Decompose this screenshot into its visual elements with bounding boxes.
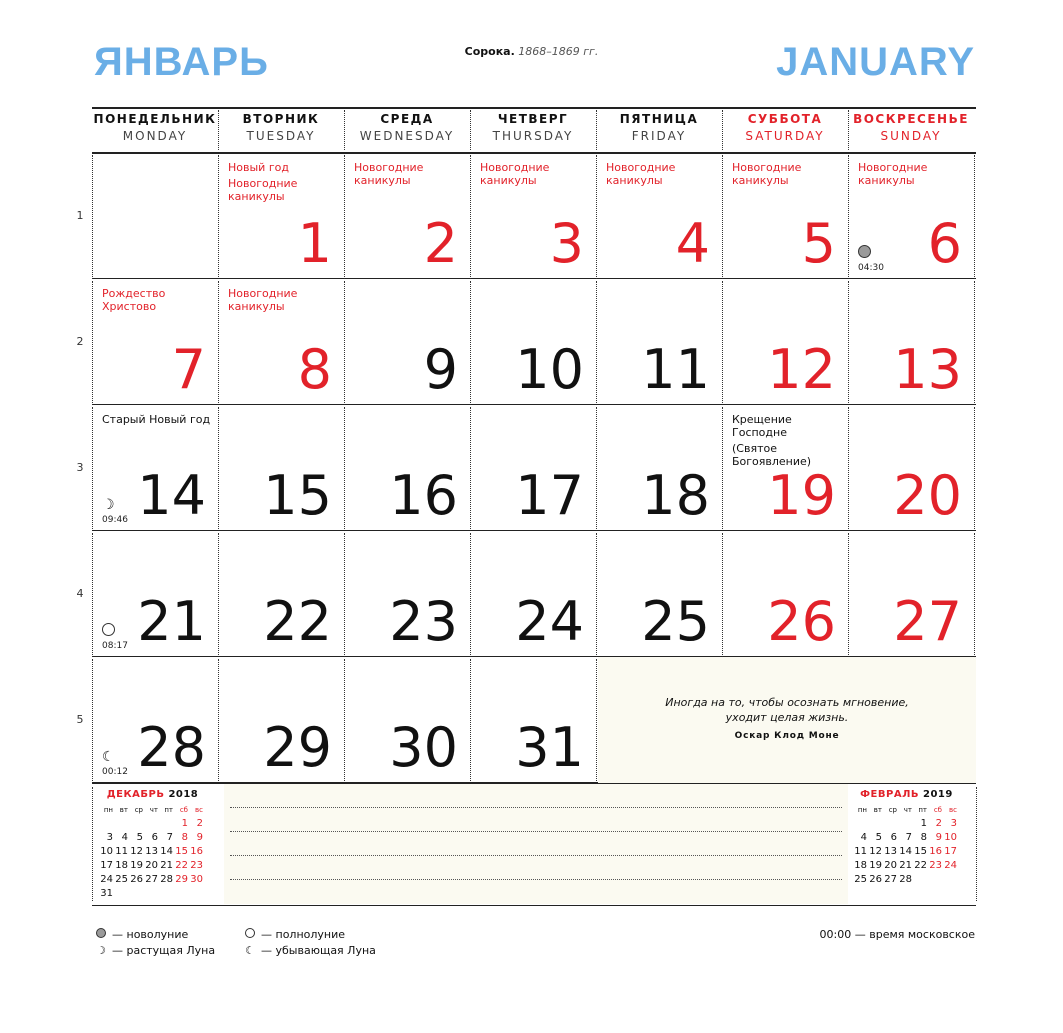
mini-day bbox=[145, 886, 160, 900]
mini-day bbox=[190, 886, 205, 900]
mini-weekday: пн bbox=[857, 806, 867, 814]
day-number: 27 bbox=[893, 590, 962, 653]
mini-weekday: вт bbox=[873, 806, 882, 814]
mini-day bbox=[854, 816, 869, 830]
day-note-line: Новогодние каникулы bbox=[228, 287, 298, 313]
mini-day: 22 bbox=[914, 859, 927, 871]
day-note bbox=[858, 161, 968, 190]
grid-line bbox=[92, 905, 976, 906]
weekday-en: TUESDAY bbox=[246, 129, 316, 143]
mini-day: 21 bbox=[899, 859, 912, 871]
mini-weekday: сб bbox=[179, 806, 188, 814]
mini-day: 31 bbox=[100, 887, 113, 899]
mini-week-row bbox=[100, 886, 205, 900]
day-cell[interactable] bbox=[470, 405, 596, 531]
mini-day: 10 bbox=[944, 831, 957, 843]
day-note bbox=[228, 287, 338, 316]
mini-day: 23 bbox=[929, 859, 942, 871]
mini-day: 4 bbox=[860, 831, 867, 843]
full-moon-icon bbox=[243, 928, 257, 941]
mini-prev-table bbox=[100, 804, 205, 900]
day-number: 10 bbox=[515, 338, 584, 401]
new-moon-icon bbox=[858, 245, 871, 261]
mini-day: 3 bbox=[950, 817, 957, 829]
mini-day: 23 bbox=[190, 859, 203, 871]
mini-day bbox=[929, 872, 944, 886]
day-cell[interactable] bbox=[218, 657, 344, 783]
day-note-line: Новый год bbox=[228, 161, 289, 174]
day-number: 4 bbox=[675, 212, 710, 275]
day-cell[interactable] bbox=[344, 279, 470, 405]
day-number: 21 bbox=[137, 590, 206, 653]
mini-day: 8 bbox=[920, 831, 927, 843]
day-note bbox=[102, 287, 212, 316]
mini-day: 18 bbox=[854, 859, 867, 871]
mini-day: 19 bbox=[130, 859, 143, 871]
mini-day: 14 bbox=[160, 845, 173, 857]
day-cell[interactable] bbox=[344, 153, 470, 279]
mini-week-row bbox=[854, 872, 959, 886]
weekday-header bbox=[596, 112, 722, 143]
weekday-ru: ПЯТНИЦА bbox=[619, 112, 699, 126]
day-number: 12 bbox=[767, 338, 836, 401]
weekday-ru: ПОНЕДЕЛЬНИК bbox=[93, 112, 217, 126]
legend-mid bbox=[243, 926, 376, 958]
mini-day: 20 bbox=[884, 859, 897, 871]
weekday-en: THURSDAY bbox=[492, 129, 574, 143]
mini-day: 15 bbox=[914, 845, 927, 857]
notes-line bbox=[230, 807, 842, 808]
week-number: 3 bbox=[76, 461, 84, 474]
day-cell[interactable] bbox=[470, 531, 596, 657]
mini-day: 6 bbox=[890, 831, 897, 843]
day-note-line: Новогодние каникулы bbox=[354, 161, 424, 187]
mini-weekday: ср bbox=[888, 806, 897, 814]
mini-calendar-next bbox=[854, 789, 959, 886]
day-number: 30 bbox=[389, 716, 458, 779]
weekday-ru: ВТОРНИК bbox=[242, 112, 320, 126]
mini-week-row bbox=[100, 830, 205, 844]
mini-day: 17 bbox=[100, 859, 113, 871]
day-number: 2 bbox=[423, 212, 458, 275]
mini-day: 16 bbox=[190, 845, 203, 857]
day-cell[interactable] bbox=[218, 279, 344, 405]
full-moon-icon bbox=[102, 623, 115, 639]
day-cell[interactable] bbox=[218, 405, 344, 531]
day-note-line: Старый Новый год bbox=[102, 413, 211, 426]
day-cell[interactable] bbox=[848, 153, 974, 279]
day-number: 13 bbox=[893, 338, 962, 401]
day-cell[interactable] bbox=[92, 531, 218, 657]
mini-day: 19 bbox=[869, 859, 882, 871]
weekday-en: WEDNESDAY bbox=[359, 129, 455, 143]
day-cell[interactable] bbox=[344, 405, 470, 531]
day-number: 28 bbox=[137, 716, 206, 779]
waning-moon-icon: ☾ bbox=[245, 943, 255, 957]
mini-day bbox=[944, 872, 959, 886]
cell-divider bbox=[974, 281, 975, 403]
weekday-ru: СУББОТА bbox=[747, 112, 823, 126]
day-note bbox=[732, 413, 842, 471]
legend-right bbox=[820, 926, 975, 942]
mini-day: 27 bbox=[884, 873, 897, 885]
mini-week-row bbox=[100, 816, 205, 830]
day-number: 16 bbox=[389, 464, 458, 527]
quote-box bbox=[598, 657, 976, 783]
day-cell[interactable] bbox=[596, 531, 722, 657]
mini-week-row bbox=[854, 830, 959, 844]
mini-week-row bbox=[100, 844, 205, 858]
mini-day: 30 bbox=[190, 873, 203, 885]
mini-weekday: вс bbox=[195, 806, 203, 814]
mini-day: 7 bbox=[905, 831, 912, 843]
mini-day: 1 bbox=[920, 817, 927, 829]
weekday-header bbox=[92, 112, 218, 143]
legend-waxing-label: — растущая Луна bbox=[112, 943, 216, 957]
day-number: 14 bbox=[137, 464, 206, 527]
cell-divider bbox=[974, 533, 975, 655]
mini-day bbox=[130, 886, 145, 900]
moon-time: 08:17 bbox=[102, 641, 128, 651]
day-note bbox=[354, 161, 464, 190]
mini-weekday: пт bbox=[164, 806, 173, 814]
mini-next-month: ФЕВРАЛЬ bbox=[860, 789, 920, 800]
day-note bbox=[480, 161, 590, 190]
mini-next-table bbox=[854, 804, 959, 886]
mini-weekday: чт bbox=[903, 806, 912, 814]
mini-day: 13 bbox=[884, 845, 897, 857]
legend-waning-label: — убывающая Луна bbox=[261, 943, 376, 957]
mini-day: 2 bbox=[935, 817, 942, 829]
mini-day: 9 bbox=[935, 831, 942, 843]
day-cell[interactable] bbox=[470, 657, 596, 783]
legend-waning bbox=[243, 942, 376, 958]
mini-day: 11 bbox=[115, 845, 128, 857]
mini-day: 25 bbox=[115, 873, 128, 885]
day-number: 8 bbox=[297, 338, 332, 401]
mini-weekday: сб bbox=[933, 806, 942, 814]
day-number: 22 bbox=[263, 590, 332, 653]
week-number: 2 bbox=[76, 335, 84, 348]
day-cell[interactable] bbox=[722, 405, 848, 531]
mini-day bbox=[100, 816, 115, 830]
mini-week-row bbox=[854, 858, 959, 872]
day-cell[interactable] bbox=[722, 279, 848, 405]
weekday-header bbox=[470, 112, 596, 143]
mini-day: 21 bbox=[160, 859, 173, 871]
mini-weekday: пт bbox=[918, 806, 927, 814]
day-number: 5 bbox=[801, 212, 836, 275]
quote-line-2: уходит целая жизнь. bbox=[725, 711, 849, 724]
day-note-line: Новогодние каникулы bbox=[732, 161, 802, 187]
mini-day: 26 bbox=[130, 873, 143, 885]
day-cell[interactable] bbox=[470, 153, 596, 279]
day-note-line: Новогодние каникулы bbox=[858, 161, 928, 187]
legend-full-moon bbox=[243, 926, 376, 942]
day-note-line: Новогодние каникулы bbox=[606, 161, 676, 187]
mini-prev-month: ДЕКАБРЬ bbox=[106, 789, 165, 800]
day-note bbox=[228, 161, 338, 206]
mini-day: 29 bbox=[175, 873, 188, 885]
notes-line bbox=[230, 879, 842, 880]
day-note-line: (Святое Богоявление) bbox=[732, 442, 812, 468]
moon-time: 04:30 bbox=[858, 263, 884, 273]
day-number: 15 bbox=[263, 464, 332, 527]
weekday-ru: СРЕДА bbox=[380, 112, 434, 126]
mini-day: 5 bbox=[136, 831, 143, 843]
day-cell[interactable] bbox=[344, 531, 470, 657]
mini-day: 3 bbox=[106, 831, 113, 843]
notes-area bbox=[224, 784, 848, 904]
legend-waxing bbox=[94, 942, 215, 958]
waxing-moon-icon: ☽ bbox=[102, 497, 115, 513]
mini-day bbox=[899, 816, 914, 830]
day-cell[interactable] bbox=[92, 657, 218, 783]
mini-day: 14 bbox=[899, 845, 912, 857]
mini-weekday: чт bbox=[149, 806, 158, 814]
day-number: 26 bbox=[767, 590, 836, 653]
day-note bbox=[102, 413, 212, 429]
mini-day: 1 bbox=[181, 817, 188, 829]
day-number: 20 bbox=[893, 464, 962, 527]
mini-day: 8 bbox=[181, 831, 188, 843]
new-moon-icon bbox=[94, 928, 108, 941]
mini-day: 2 bbox=[196, 817, 203, 829]
mini-week-row bbox=[100, 872, 205, 886]
day-cell[interactable] bbox=[848, 279, 974, 405]
mini-day bbox=[115, 816, 130, 830]
mini-day: 7 bbox=[166, 831, 173, 843]
week-number: 5 bbox=[76, 713, 84, 726]
week-number: 1 bbox=[76, 209, 84, 222]
month-title-en: JANUARY bbox=[776, 40, 975, 84]
legend-full-moon-label: — полнолуние bbox=[261, 927, 346, 941]
quote-author: Оскар Клод Моне bbox=[734, 731, 840, 741]
moon-time: 00:12 bbox=[102, 767, 128, 777]
week-number: 4 bbox=[76, 587, 84, 600]
mini-day bbox=[869, 816, 884, 830]
waning-moon-icon: ☾ bbox=[102, 749, 115, 765]
mini-day: 22 bbox=[175, 859, 188, 871]
quote-line-1: Иногда на то, чтобы осознать мгновение, bbox=[665, 696, 909, 709]
artwork-years: 1868–1869 гг. bbox=[518, 45, 599, 58]
day-number: 11 bbox=[641, 338, 710, 401]
mini-header-row bbox=[100, 804, 205, 816]
day-number: 29 bbox=[263, 716, 332, 779]
day-cell[interactable] bbox=[92, 405, 218, 531]
day-number: 7 bbox=[171, 338, 206, 401]
day-note-line: Рождество Христово bbox=[102, 287, 166, 313]
mini-week-row bbox=[854, 844, 959, 858]
day-number: 25 bbox=[641, 590, 710, 653]
day-number: 23 bbox=[389, 590, 458, 653]
weekday-header bbox=[848, 112, 974, 143]
mini-day bbox=[145, 816, 160, 830]
mini-day: 11 bbox=[854, 845, 867, 857]
waxing-moon-icon: ☽ bbox=[96, 943, 106, 957]
day-cell[interactable] bbox=[722, 531, 848, 657]
weekday-en: FRIDAY bbox=[631, 129, 687, 143]
cell-divider bbox=[976, 787, 977, 901]
day-number: 3 bbox=[549, 212, 584, 275]
cell-divider bbox=[596, 659, 597, 781]
cell-divider bbox=[92, 787, 93, 901]
weekday-ru: ЧЕТВЕРГ bbox=[497, 112, 569, 126]
mini-header-row bbox=[854, 804, 959, 816]
artwork-title: Сорока. bbox=[464, 45, 515, 58]
mini-week-row bbox=[100, 858, 205, 872]
day-cell[interactable] bbox=[92, 279, 218, 405]
mini-day: 13 bbox=[145, 845, 158, 857]
day-cell[interactable] bbox=[848, 405, 974, 531]
mini-weekday: пн bbox=[103, 806, 113, 814]
day-cell[interactable] bbox=[344, 657, 470, 783]
legend-left bbox=[94, 926, 215, 958]
mini-day: 28 bbox=[160, 873, 173, 885]
grid-line bbox=[92, 107, 976, 109]
day-number: 6 bbox=[927, 212, 962, 275]
moon-time: 09:46 bbox=[102, 515, 128, 525]
mini-day: 4 bbox=[121, 831, 128, 843]
weekday-header bbox=[344, 112, 470, 143]
weekday-en: MONDAY bbox=[122, 129, 188, 143]
mini-day: 5 bbox=[875, 831, 882, 843]
cell-divider bbox=[974, 155, 975, 277]
mini-day: 15 bbox=[175, 845, 188, 857]
day-number: 17 bbox=[515, 464, 584, 527]
day-cell[interactable] bbox=[596, 153, 722, 279]
day-note-line: Новогодние каникулы bbox=[480, 161, 550, 187]
mini-day: 9 bbox=[196, 831, 203, 843]
quote-text bbox=[598, 695, 976, 725]
mini-day bbox=[160, 816, 175, 830]
weekday-ru: ВОСКРЕСЕНЬЕ bbox=[853, 112, 969, 126]
weekday-header bbox=[218, 112, 344, 143]
mini-week-row bbox=[854, 816, 959, 830]
day-cell[interactable] bbox=[218, 531, 344, 657]
mini-weekday: вс bbox=[949, 806, 957, 814]
mini-next-year: 2019 bbox=[923, 789, 953, 800]
day-number: 31 bbox=[515, 716, 584, 779]
mini-day: 24 bbox=[100, 873, 113, 885]
day-note bbox=[732, 161, 842, 190]
mini-day: 24 bbox=[944, 859, 957, 871]
cell-divider bbox=[974, 407, 975, 529]
notes-line bbox=[230, 855, 842, 856]
day-cell[interactable] bbox=[470, 279, 596, 405]
day-cell[interactable] bbox=[92, 153, 218, 279]
mini-prev-title bbox=[100, 789, 205, 800]
mini-day: 12 bbox=[130, 845, 143, 857]
mini-day bbox=[160, 886, 175, 900]
mini-day: 26 bbox=[869, 873, 882, 885]
notes-line bbox=[230, 831, 842, 832]
mini-day: 16 bbox=[929, 845, 942, 857]
mini-day: 18 bbox=[115, 859, 128, 871]
day-cell[interactable] bbox=[596, 405, 722, 531]
mini-day bbox=[175, 886, 190, 900]
mini-day: 28 bbox=[899, 873, 912, 885]
day-number: 24 bbox=[515, 590, 584, 653]
mini-day bbox=[884, 816, 899, 830]
mini-calendar-prev bbox=[100, 789, 205, 900]
day-cell[interactable] bbox=[218, 153, 344, 279]
day-cell[interactable] bbox=[722, 153, 848, 279]
mini-day bbox=[115, 886, 130, 900]
legend-new-moon-label: — новолуние bbox=[112, 927, 189, 941]
mini-day: 25 bbox=[854, 873, 867, 885]
mini-day: 20 bbox=[145, 859, 158, 871]
day-number: 19 bbox=[767, 464, 836, 527]
mini-day: 17 bbox=[944, 845, 957, 857]
day-note-line: Новогодние каникулы bbox=[228, 177, 298, 203]
mini-day bbox=[130, 816, 145, 830]
day-note bbox=[606, 161, 716, 190]
weekday-en: SUNDAY bbox=[880, 129, 942, 143]
day-number: 9 bbox=[423, 338, 458, 401]
day-cell[interactable] bbox=[848, 531, 974, 657]
day-cell[interactable] bbox=[596, 279, 722, 405]
mini-day: 10 bbox=[100, 845, 113, 857]
mini-prev-year: 2018 bbox=[168, 789, 199, 800]
legend-time-note: 00:00 — время московское bbox=[819, 927, 975, 941]
mini-day: 6 bbox=[151, 831, 158, 843]
mini-weekday: ср bbox=[134, 806, 143, 814]
day-number: 1 bbox=[297, 212, 332, 275]
mini-day: 27 bbox=[145, 873, 158, 885]
month-title-ru: ЯНВАРЬ bbox=[94, 40, 269, 84]
mini-next-title bbox=[854, 789, 959, 800]
mini-day: 12 bbox=[869, 845, 882, 857]
weekday-header bbox=[722, 112, 848, 143]
mini-day bbox=[914, 872, 929, 886]
mini-weekday: вт bbox=[119, 806, 128, 814]
weekday-en: SATURDAY bbox=[745, 129, 825, 143]
legend-new-moon bbox=[94, 926, 215, 942]
day-number: 18 bbox=[641, 464, 710, 527]
day-note-line: Крещение Господне bbox=[732, 413, 792, 439]
